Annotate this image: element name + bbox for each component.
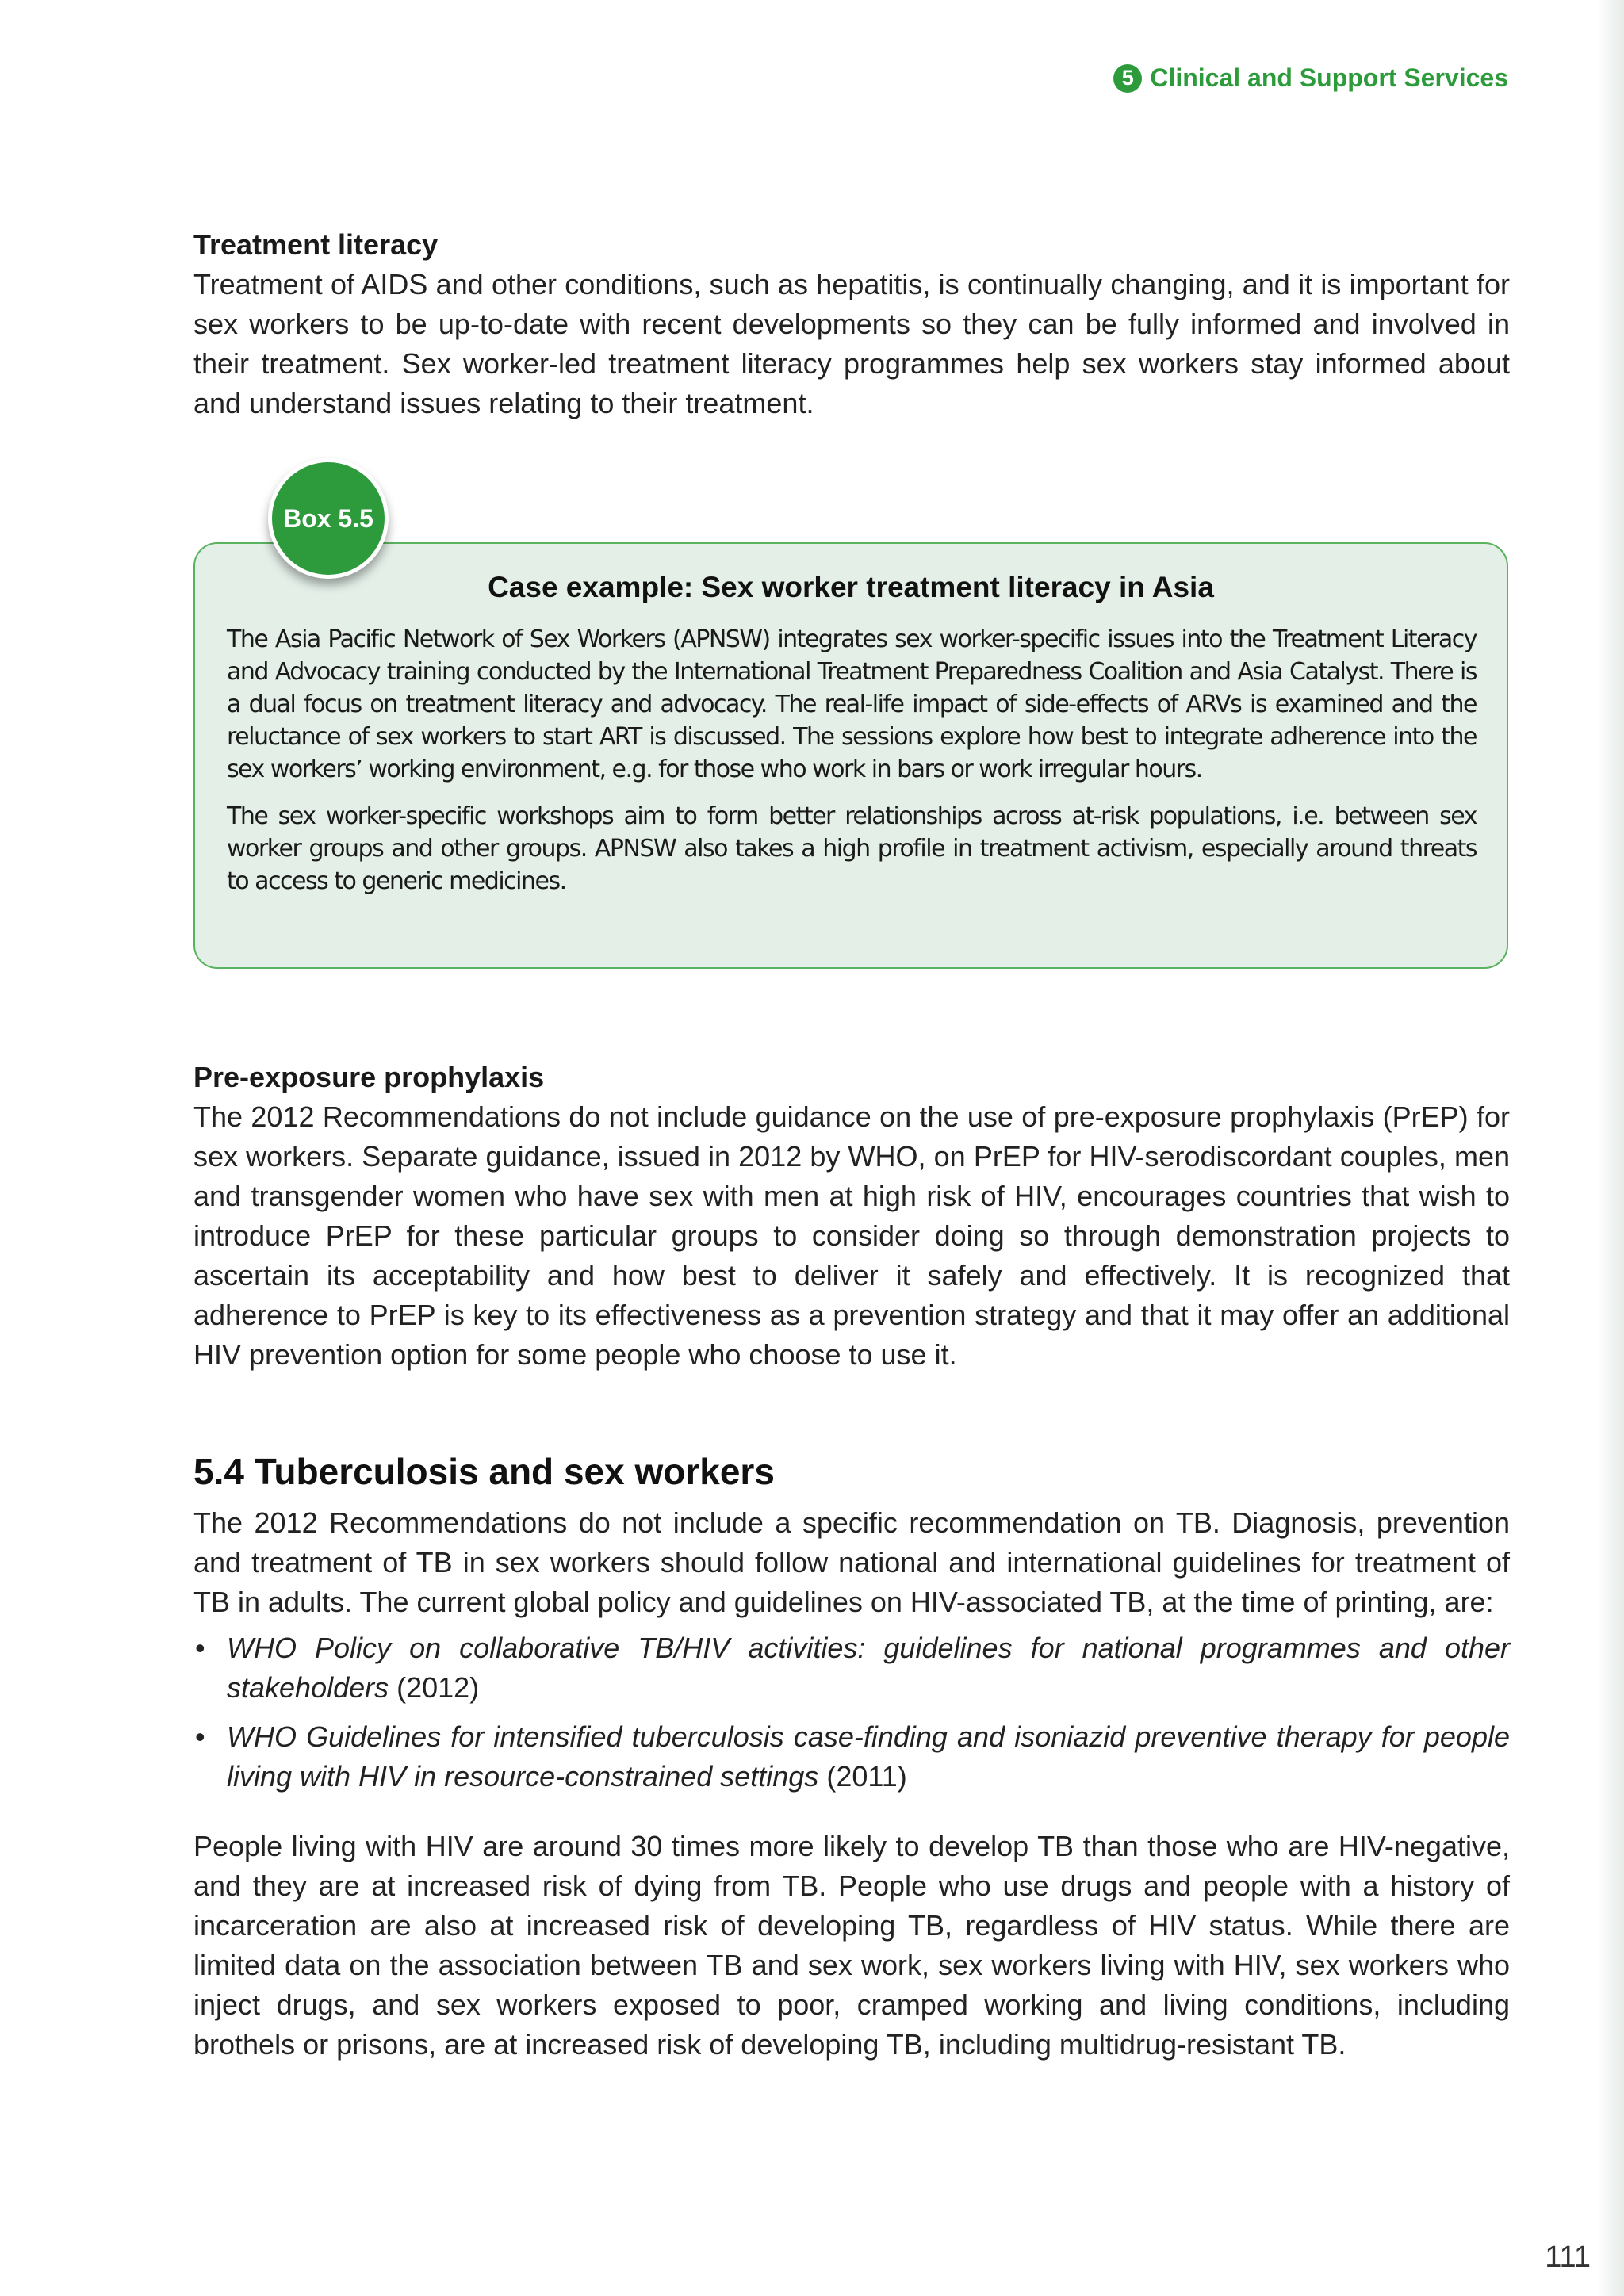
guideline-year: (2011) [818, 1760, 907, 1793]
case-example-box [193, 542, 1508, 969]
prep-section [193, 1058, 1510, 1375]
tb-body: People living with HIV are around 30 times more likely to develop TB than those who are HIV-negative, and they are at increased risk of dying from TB. People who use drugs and people with a history of incarceration are also at increased risk of developing TB, regardless of HIV status. While there are limited data on the association between TB and sex work, sex workers living with HIV, sex workers who inject drugs, and sex workers exposed to poor, cramped working and living conditions, including brothels or prisons, are at increased risk of developing TB, including multidrug-resistant TB. [193, 1830, 1510, 2061]
guideline-title: WHO Guidelines for intensified tuberculosis case-finding and isoniazid preventive therapy for people living with HIV in resource-constrained settings [227, 1720, 1510, 1793]
list-item [193, 1628, 1510, 1708]
prep-body: The 2012 Recommendations do not include guidance on the use of pre-exposure prophylaxis (PrEP) for sex workers. Separate guidance, issued in 2012 by WHO, on PrEP for HIV-serodiscordant couples, men and transgender women who have sex with men at high risk of HIV, encourages countries that wish to introduce PrEP for these particular groups to consider doing so through demonstration projects to ascertain its acceptability and how best to deliver it safely and effectively. It is recognized that adherence to PrEP is key to its effectiveness as a prevention strategy and that it may offer an additional HIV prevention option for some people who choose to use it. [193, 1100, 1510, 1371]
treatment-literacy-section [193, 225, 1510, 423]
box-title: Case example: Sex worker treatment literacy in Asia [488, 571, 1214, 603]
chapter-header [1113, 63, 1508, 93]
prep-heading: Pre-exposure prophylaxis [193, 1061, 545, 1093]
treatment-literacy-heading: Treatment literacy [193, 228, 439, 261]
section-title: 5.4 Tuberculosis and sex workers [193, 1451, 775, 1492]
chapter-title: Clinical and Support Services [1150, 63, 1508, 92]
page-number: 111 [1545, 2241, 1591, 2274]
chapter-number-badge: 5 [1113, 64, 1142, 93]
guideline-year: (2012) [389, 1671, 480, 1704]
treatment-literacy-body: Treatment of AIDS and other conditions, such as hepatitis, is continually changing, and it is important for sex workers to be up-to-date with recent developments so they can be fully informed and involved in their treatment. Sex worker-led treatment literacy programmes help sex workers stay informed about and understand issues relating to their treatment. [193, 268, 1510, 419]
list-item [193, 1717, 1510, 1797]
box-label-badge: Box 5.5 [268, 458, 389, 579]
page-edge-shade [1597, 0, 1624, 2296]
guideline-title: WHO Policy on collaborative TB/HIV activities: guidelines for national programmes and other stakeholders [227, 1632, 1510, 1704]
box-paragraph: The Asia Pacific Network of Sex Workers (APNSW) integrates sex worker-specific issues into the Treatment Literacy and Advocacy training conducted by the International Treatment Preparedness Coalition and Asia Catalyst. There is a dual focus on treatment literacy and advocacy. The real-life impact of side-effects of ARVs is examined and the reluctance of sex workers to start ART is discussed. The sessions explore how best to integrate adherence into the sex workers’ working environment, e.g. for those who work in bars or work irregular hours. [227, 626, 1477, 783]
tb-intro: The 2012 Recommendations do not include a specific recommendation on TB. Diagnosis, prevention and treatment of TB in sex workers should follow national and international guidelines for treatment of TB in adults. The current global policy and guidelines on HIV-associated TB, at the time of printing, are: [193, 1506, 1510, 1618]
box-body [227, 623, 1477, 912]
guideline-list [193, 1628, 1510, 1797]
box-paragraph: The sex worker-specific workshops aim to form better relationships across at-risk populations, i.e. between sex worker groups and other groups. APNSW also takes a high profile in treatment activism, especially around threats to access to generic medicines. [227, 802, 1477, 895]
tb-section [193, 1448, 1510, 2064]
